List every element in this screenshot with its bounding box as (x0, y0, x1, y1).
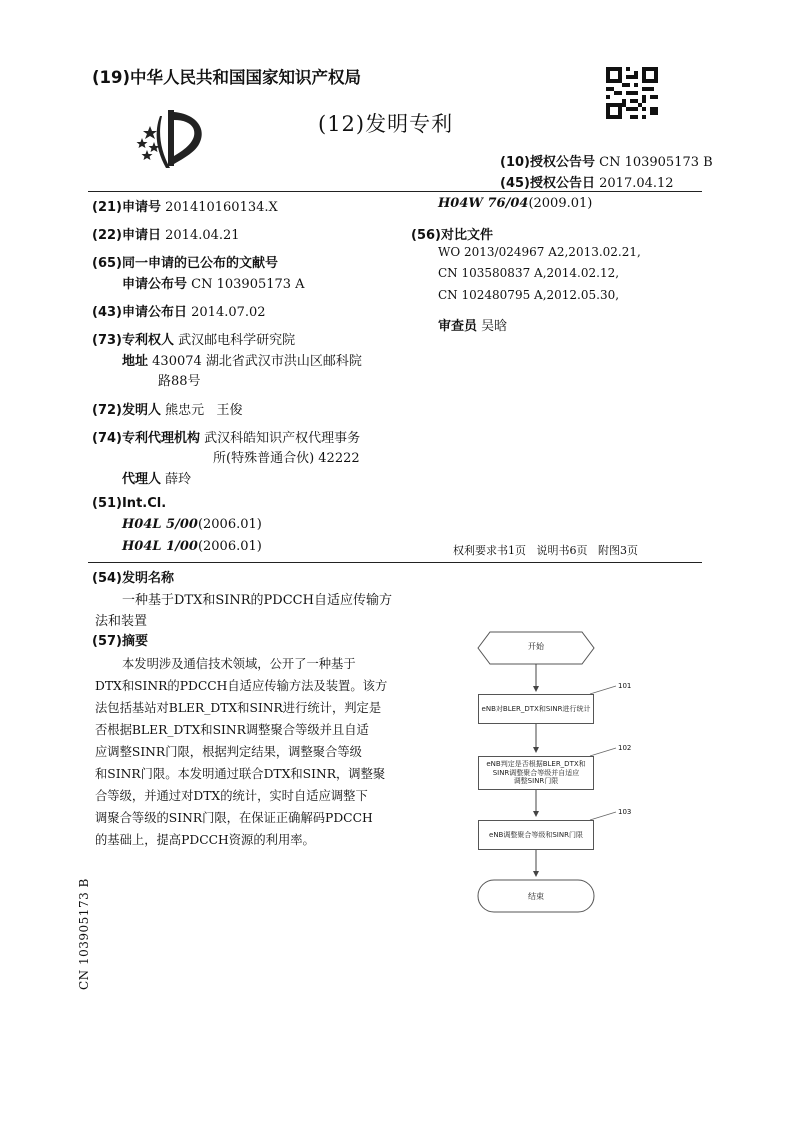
ipc-row-1 (122, 517, 262, 532)
step-103-text: eNB调整聚合等级和SINR门限 (489, 830, 583, 839)
publication-date-row (92, 301, 266, 320)
agency-line-1: 武汉科皓知识产权代理事务 (204, 431, 361, 446)
inventor-row (92, 399, 243, 418)
cnipa-logo (130, 108, 210, 170)
ipc-version-2: (2006.01) (197, 539, 262, 554)
grant-date-label: (45)授权公告日 (500, 176, 595, 191)
flowchart-step-103 (478, 820, 594, 850)
abstract-line: 调聚合等级的SINR门限，在保证正确解码PDCCH (95, 811, 373, 825)
application-number-row (92, 196, 278, 215)
application-date-row (92, 224, 240, 243)
flowchart-step-101 (478, 694, 594, 724)
inventor-label: (72)发明人 (92, 403, 161, 418)
grant-number-label: (10)授权公告号 (500, 155, 595, 170)
patentee-label: (73)专利权人 (92, 333, 174, 348)
agency-line-2: 所(特殊普通合伙) 42222 (213, 451, 360, 466)
ipc-row-2 (122, 539, 262, 554)
agent-row (122, 468, 191, 487)
ref-number-103: 103 (618, 808, 632, 816)
ref-number-102: 102 (618, 744, 632, 752)
step-102-line-2: SINR调整聚合等级并自适应 (492, 768, 580, 777)
cited-documents-label: (56)对比文件 (411, 228, 493, 243)
ref-leader-101 (590, 686, 616, 694)
ipc-version-1: (2006.01) (197, 517, 262, 532)
agent: 薛玲 (165, 472, 192, 487)
publication-number-row (122, 273, 305, 292)
grant-number: CN 103905173 B (599, 155, 713, 170)
address-line-2: 路88号 (158, 374, 201, 389)
flowchart-start-label: 开始 (528, 642, 544, 651)
qr-code (606, 67, 658, 119)
ref-number-101: 101 (618, 682, 632, 690)
ref-leader-102 (590, 748, 616, 756)
examiner: 吴晗 (481, 319, 508, 334)
page-counts: 权利要求书1页 说明书6页 附图3页 (453, 544, 638, 557)
publication-number: CN 103905173 A (191, 277, 305, 292)
side-document-number: CN 103905173 B (77, 878, 91, 990)
application-number-label: (21)申请号 (92, 200, 161, 215)
cited-document-1: WO 2013/024967 A2,2013.02.21, (438, 245, 641, 259)
inventors: 熊忠元 王俊 (165, 403, 243, 418)
publication-number-label: 申请公布号 (122, 277, 188, 292)
ipc-code-2: H04L 1/00 (122, 539, 198, 554)
abstract-line: 合等级，并通过对DTX的统计，实时自适应调整下 (95, 789, 368, 803)
application-date: 2014.04.21 (165, 228, 240, 243)
patentee-row (92, 329, 295, 348)
abstract-label: (57)摘要 (92, 634, 148, 649)
flowchart-end-label: 结束 (528, 892, 544, 901)
prior-publication-label: (65)同一申请的已公布的文献号 (92, 256, 278, 271)
abstract-line: 否根据BLER_DTX和SINR调整聚合等级并且自适 (95, 723, 369, 737)
examiner-label: 审查员 (438, 319, 478, 334)
intcl-label: (51)Int.Cl. (92, 496, 167, 511)
header-divider (88, 191, 702, 192)
step-102-line-1: eNB判定是否根据BLER_DTX和 (486, 759, 586, 768)
agent-label: 代理人 (122, 472, 162, 487)
body-divider (88, 562, 702, 563)
invention-title-label: (54)发明名称 (92, 571, 174, 586)
abstract-flowchart (470, 628, 640, 918)
agency-label: (74)专利代理机构 (92, 431, 200, 446)
ipc-row-3 (438, 196, 592, 211)
document-type: (12)发明专利 (318, 112, 454, 136)
grant-date: 2017.04.12 (599, 176, 674, 191)
abstract-line: 本发明涉及通信技术领域，公开了一种基于 (122, 657, 356, 671)
ipc-version-3: (2009.01) (528, 196, 593, 211)
grant-number-row (500, 151, 713, 170)
cited-document-2: CN 103580837 A,2014.02.12, (438, 266, 620, 280)
step-101-text: eNB对BLER_DTX和SINR进行统计 (481, 704, 591, 713)
invention-title-line-2: 法和装置 (95, 614, 148, 629)
patentee: 武汉邮电科学研究院 (178, 333, 296, 348)
abstract-line: DTX和SINR的PDCCH自适应传输方法及装置。该方 (95, 679, 388, 693)
examiner-row (438, 315, 507, 334)
application-date-label: (22)申请日 (92, 228, 161, 243)
step-102-line-3: 调整SINR门限 (513, 777, 559, 786)
abstract-line: 和SINR门限。本发明通过联合DTX和SINR，调整聚 (95, 767, 386, 781)
abstract-line: 法包括基站对BLER_DTX和SINR进行统计，判定是 (95, 701, 382, 715)
publication-date-label: (43)申请公布日 (92, 305, 187, 320)
abstract-line: 应调整SINR门限，根据判定结果，调整聚合等级 (95, 745, 362, 759)
issuing-office: (19)中华人民共和国国家知识产权局 (92, 68, 362, 87)
flowchart-step-102 (478, 756, 594, 790)
address-line-1: 430074 湖北省武汉市洪山区邮科院 (152, 354, 362, 369)
grant-date-row (500, 172, 674, 191)
cited-document-3: CN 102480795 A,2012.05.30, (438, 288, 620, 302)
invention-title-line-1: 一种基于DTX和SINR的PDCCH自适应传输方 (122, 593, 392, 608)
publication-date: 2014.07.02 (191, 305, 266, 320)
abstract-line: 的基础上，提高PDCCH资源的利用率。 (95, 833, 315, 847)
application-number: 201410160134.X (165, 200, 278, 215)
ref-leader-103 (590, 812, 616, 820)
ipc-code-3: H04W 76/04 (438, 196, 529, 211)
address-row (122, 350, 362, 369)
address-label: 地址 (122, 354, 149, 369)
agency-row (92, 427, 360, 446)
ipc-code-1: H04L 5/00 (122, 517, 198, 532)
